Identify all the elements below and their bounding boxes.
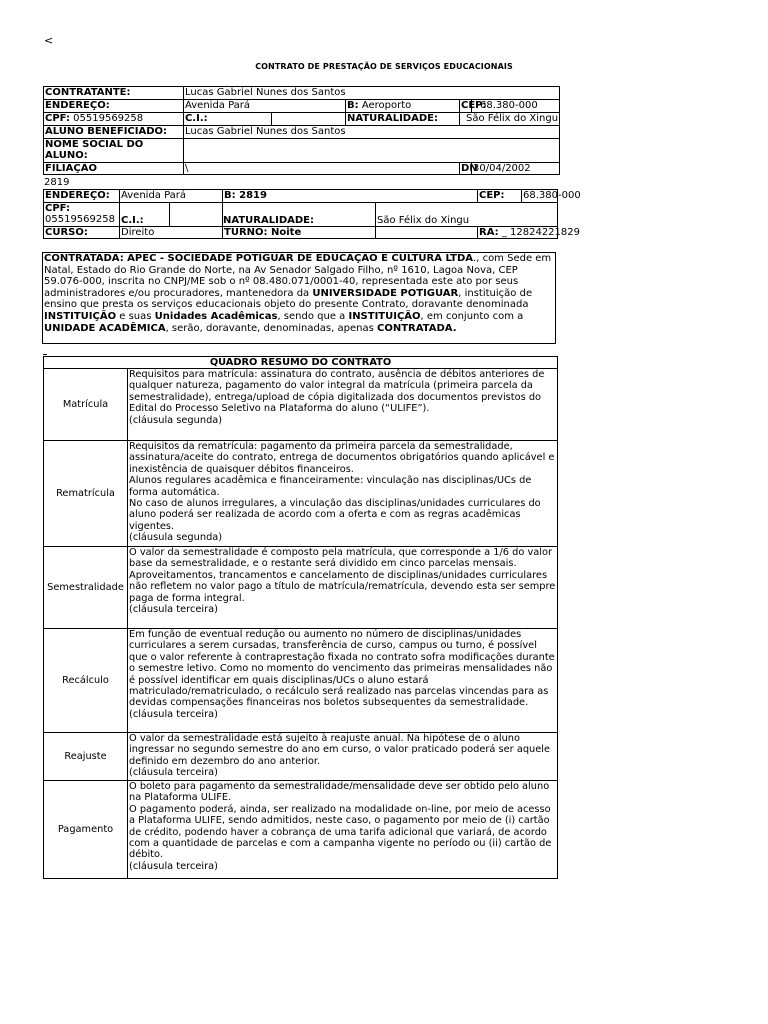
aluno-ci bbox=[170, 203, 223, 227]
aluno-label-cpf: CPF: bbox=[45, 203, 70, 214]
summary-paragraph: Alunos regulares acadêmica e financeiramente: vinculação nas disciplinas/UCs de forma automática. bbox=[129, 475, 532, 498]
contratada-instituicao-2: INSTITUIÇÃO bbox=[348, 310, 421, 322]
aluno-label-ra: RA: bbox=[479, 227, 499, 238]
aluno-cpf: 05519569258 bbox=[45, 214, 115, 225]
contratada-text-2: , instituição de ensino que presta os serviços educacionais objeto do presente Contrato, doravante denominada bbox=[44, 287, 533, 311]
aluno-cep: 68.380-000 bbox=[523, 190, 581, 201]
summary-table bbox=[43, 356, 558, 879]
label-nome-social: NOME SOCIAL DO ALUNO: bbox=[44, 139, 184, 163]
summary-paragraph: (cláusula terceira) bbox=[129, 860, 218, 872]
data-nascimento: 30/04/2002 bbox=[472, 163, 560, 175]
label-cep: CEP: bbox=[461, 100, 487, 111]
summary-text-matricula bbox=[128, 369, 558, 441]
contratada-text-4: , sendo que a bbox=[277, 310, 349, 322]
summary-row-rematricula bbox=[44, 441, 558, 547]
contratante-cpf: 05519569258 bbox=[73, 113, 144, 124]
summary-paragraph: (cláusula segunda) bbox=[129, 414, 223, 426]
label-dn: DN bbox=[461, 163, 478, 174]
filiacao: \ bbox=[184, 163, 460, 175]
aluno-bairro: B: 2819 bbox=[223, 190, 478, 203]
aluno-label-endereco: ENDEREÇO: bbox=[44, 190, 120, 203]
contratante-naturalidade: São Félix do Xingu bbox=[460, 113, 560, 126]
contratada-univ: UNIVERSIDADE POTIGUAR bbox=[312, 287, 459, 299]
summary-heading: QUADRO RESUMO DO CONTRATO bbox=[44, 357, 558, 369]
summary-row-semestralidade bbox=[44, 547, 558, 629]
summary-paragraph: Em função de eventual redução ou aumento no número de disciplinas/unidades curriculares a serem cursadas, transferência de curso, campus ou turno, é possível que o valor referente à contraprestação fixada no contrato sofra modificações durante o semestre letivo. Como no momento do vencimento das primeiras mensalidades não é possível identificar em quais disciplinas/UCs o aluno estará matriculado/rematriculado, o recálculo será realizado nas parcelas vincendas para as devidas compensações financeiras nos boletos subsequentes da semestralidade. bbox=[129, 629, 555, 709]
summary-label-matricula: Matrícula bbox=[44, 369, 128, 441]
aluno-label-ci: C.I.: bbox=[120, 203, 170, 227]
aluno-naturalidade: São Félix do Xingu bbox=[376, 203, 558, 227]
contratante-cpf-cell bbox=[44, 113, 184, 126]
label-bairro: B: bbox=[347, 100, 359, 111]
aluno-endereco: Avenida Pará bbox=[120, 190, 223, 203]
summary-text-reajuste bbox=[128, 733, 558, 781]
summary-paragraph: (cláusula segunda) bbox=[129, 532, 223, 544]
aluno-curso: Direito bbox=[120, 227, 223, 239]
contratante-cep: 68.380-000 bbox=[472, 100, 560, 113]
summary-row-pagamento bbox=[44, 781, 558, 879]
summary-paragraph: Aproveitamentos, trancamentos e cancelamento de disciplinas/unidades curriculares não refletem no valor pago a título de matrícula/rematrícula, devendo esta ser sempre paga de forma integral. bbox=[129, 569, 556, 604]
aluno-ra-cell bbox=[478, 227, 580, 239]
divider-mark bbox=[43, 354, 47, 355]
contratada-text-3: e suas bbox=[116, 310, 155, 322]
summary-row-reajuste bbox=[44, 733, 558, 781]
contratada-end: CONTRATADA. bbox=[376, 322, 457, 334]
contratada-text-5: , em conjunto com a bbox=[420, 310, 524, 322]
label-aluno-beneficiado: ALUNO BENEFICIADO: bbox=[44, 126, 184, 139]
document-title: CONTRATO DE PRESTAÇÃO DE SERVIÇOS EDUCACIONAIS bbox=[255, 62, 513, 71]
summary-paragraph: O boleto para pagamento da semestralidade/mensalidade deve ser obtido pelo aluno na Plataforma ULIFE. bbox=[129, 781, 550, 804]
label-filiacao: FILIAÇÃO bbox=[44, 163, 184, 175]
summary-paragraph: (cláusula terceira) bbox=[129, 767, 218, 779]
summary-label-recalculo: Recálculo bbox=[44, 629, 128, 733]
top-mark: < bbox=[44, 34, 54, 47]
label-endereco: ENDEREÇO: bbox=[44, 100, 184, 113]
label-cpf: CPF: bbox=[45, 113, 70, 124]
contratada-instituicao: INSTITUIÇÃO bbox=[44, 310, 117, 322]
aluno-beneficiado: Lucas Gabriel Nunes dos Santos bbox=[184, 126, 560, 139]
contratante-bairro-cell bbox=[346, 100, 460, 113]
summary-paragraph: Requisitos para matrícula: assinatura do contrato, ausência de débitos anteriores de qualquer natureza, pagamento do valor integral da matrícula (primeira parcela da semestralidade), entrega/upload de cópia digitalizada dos documentos previstos do Edital do Processo Seletivo na Plataforma do aluno (“ULIFE”). bbox=[129, 369, 545, 415]
summary-text-pagamento bbox=[128, 781, 558, 879]
summary-paragraph: No caso de alunos irregulares, a vinculação das disciplinas/unidades curriculares do aluno poderá ser realizada de acordo com a oferta e com as regras acadêmicas vigentes. bbox=[129, 498, 541, 532]
contratante-bairro: Aeroporto bbox=[361, 100, 412, 111]
summary-paragraph: (cláusula terceira) bbox=[129, 708, 218, 720]
contratada-unidade-academica: UNIDADE ACADÊMICA bbox=[44, 322, 166, 334]
contratada-paragraph bbox=[42, 252, 556, 344]
contratada-text-6: , serão, doravante, denominadas, apenas bbox=[165, 322, 377, 334]
summary-text-semestralidade bbox=[128, 547, 558, 629]
aluno-empty-cell bbox=[376, 227, 478, 239]
contratada-heading: CONTRATADA: APEC - SOCIEDADE POTIGUAR DE EDUCAÇÃO E CULTURA LTDA bbox=[44, 253, 474, 264]
summary-label-rematricula: Rematrícula bbox=[44, 441, 128, 547]
summary-paragraph: Requisitos da rematrícula: pagamento da primeira parcela da semestralidade, assinatura/aceite do contrato, entrega de documentos obrigatórios quando aplicável e inexistência de quaisquer débitos financeiros. bbox=[129, 441, 555, 475]
aluno-ra: _ 12824221829 bbox=[501, 227, 580, 238]
nome-social bbox=[184, 139, 560, 163]
contratante-endereco: Avenida Pará bbox=[184, 100, 346, 113]
aluno-cpf-cell bbox=[44, 203, 120, 227]
label-ci: C.I.: bbox=[184, 113, 272, 126]
filiacao-overflow: 2819 bbox=[44, 177, 70, 188]
summary-text-rematricula bbox=[128, 441, 558, 547]
summary-label-reajuste: Reajuste bbox=[44, 733, 128, 781]
label-contratante: CONTRATANTE: bbox=[44, 87, 184, 100]
summary-label-semestralidade: Semestralidade bbox=[44, 547, 128, 629]
contratante-table bbox=[43, 86, 560, 175]
contratante-ci bbox=[272, 113, 346, 126]
contratada-text-1: ., com Sede em Natal, Estado do Rio Grande do Norte, na Av Senador Salgado Filho, nº 1610, Lagoa Nova, CEP 59.076-000, inscrita no CNPJ/ME sob o nº 08.480.071/0001-40, representada este ato por seus administradores e/ou procuradores, mantenedora da bbox=[44, 253, 552, 299]
summary-paragraph: O valor da semestralidade é composto pela matrícula, que corresponde a 1/6 do valor base da semestralidade, e o restante será dividido em cinco parcelas mensais. bbox=[129, 547, 553, 570]
summary-paragraph: O pagamento poderá, ainda, ser realizado na modalidade on-line, por meio de acesso a Plataforma ULIFE, sendo admitidos, neste caso, o pagamento por meio de (i) cartão de crédito, podendo haver a cobrança de uma tarifa adicional que variará, de acordo com a quantidade de parcelas e com a campanha vigente no período ou (ii) cartão de débito. bbox=[129, 803, 552, 861]
summary-paragraph: (cláusula terceira) bbox=[129, 604, 218, 616]
contratada-unidades: Unidades Acadêmicas bbox=[154, 310, 278, 322]
summary-row-recalculo bbox=[44, 629, 558, 733]
contratante-name: Lucas Gabriel Nunes dos Santos bbox=[184, 87, 560, 100]
aluno-label-naturalidade: NATURALIDADE: bbox=[223, 203, 376, 227]
label-naturalidade: NATURALIDADE: bbox=[346, 113, 460, 126]
aluno-label-curso: CURSO: bbox=[44, 227, 120, 239]
summary-label-pagamento: Pagamento bbox=[44, 781, 128, 879]
summary-row-matricula bbox=[44, 369, 558, 441]
aluno-turno: TURNO: Noite bbox=[223, 227, 376, 239]
summary-paragraph: O valor da semestralidade está sujeito à reajuste anual. Na hipótese de o aluno ingressar no segundo semestre do ano em curso, o valor praticado poderá ser aquele definido em dezembro do ano anterior. bbox=[129, 733, 551, 767]
aluno-label-cep: CEP: bbox=[478, 190, 522, 203]
summary-text-recalculo bbox=[128, 629, 558, 733]
aluno-table bbox=[43, 189, 581, 239]
